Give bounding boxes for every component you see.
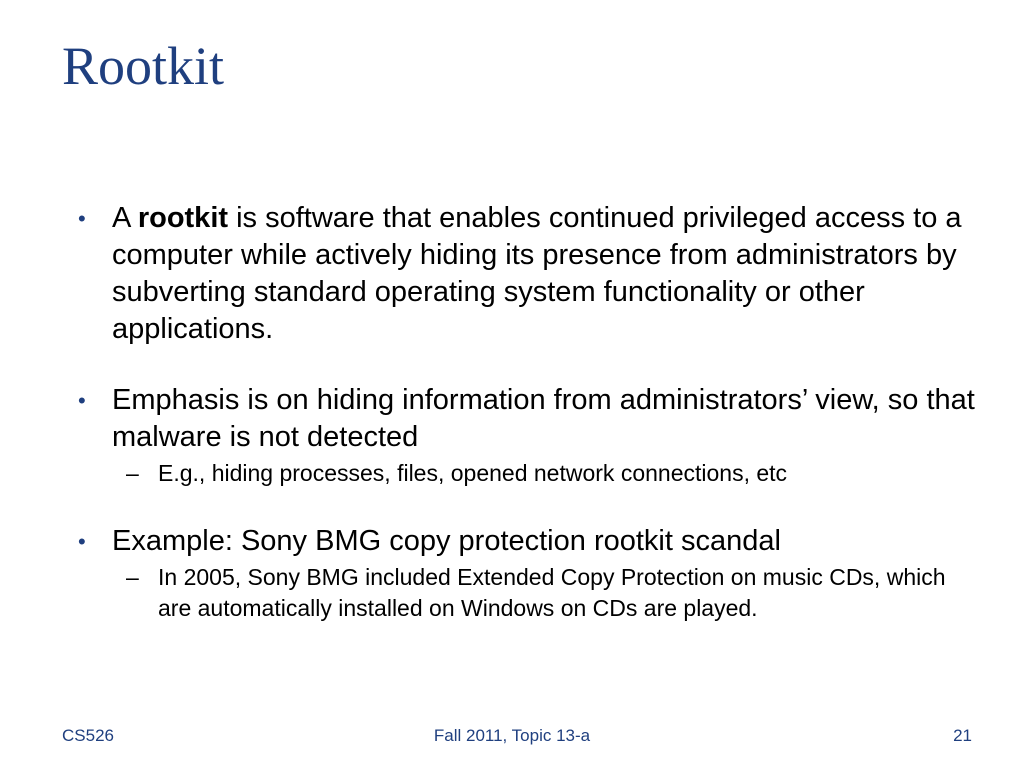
bullet-1-suffix: is software that enables continued privileged access to a computer while actively hiding its presence from administrators by subverting standard operating system functionality or other applications. xyxy=(112,202,962,345)
bullet-3-sub-list xyxy=(112,562,978,624)
bullet-marker: • xyxy=(78,206,86,231)
footer-term-topic: Fall 2011, Topic 13-a xyxy=(433,726,591,745)
sub-bullet xyxy=(112,562,978,624)
bullet-2-text: Emphasis is on hiding information from administrators’ view, so that malware is not detected xyxy=(112,384,975,453)
sub-bullet xyxy=(112,458,978,489)
footer-course: CS526 xyxy=(62,726,114,745)
bullet-1-term: rootkit xyxy=(137,202,229,234)
sub-bullet-text: In 2005, Sony BMG included Extended Copy Protection on music CDs, which are automatically installed on Windows on CDs are played. xyxy=(158,564,946,621)
bullet-2-sub-list xyxy=(112,458,978,489)
bullet-1 xyxy=(78,200,978,348)
bullet-marker: • xyxy=(78,388,86,413)
bullet-2 xyxy=(78,382,978,489)
bullet-3 xyxy=(78,523,978,624)
sub-bullet-dash: – xyxy=(126,564,139,590)
bullet-3-text: Example: Sony BMG copy protection rootkit scandal xyxy=(112,525,781,557)
sub-bullet-text: E.g., hiding processes, files, opened network connections, etc xyxy=(158,460,788,486)
bullet-1-prefix: A xyxy=(112,202,138,234)
slide-content xyxy=(78,200,978,624)
slide-title: Rootkit xyxy=(62,36,225,96)
footer-slide-number: 21 xyxy=(953,726,972,745)
sub-bullet-dash: – xyxy=(126,460,139,486)
bullet-marker: • xyxy=(78,529,86,554)
